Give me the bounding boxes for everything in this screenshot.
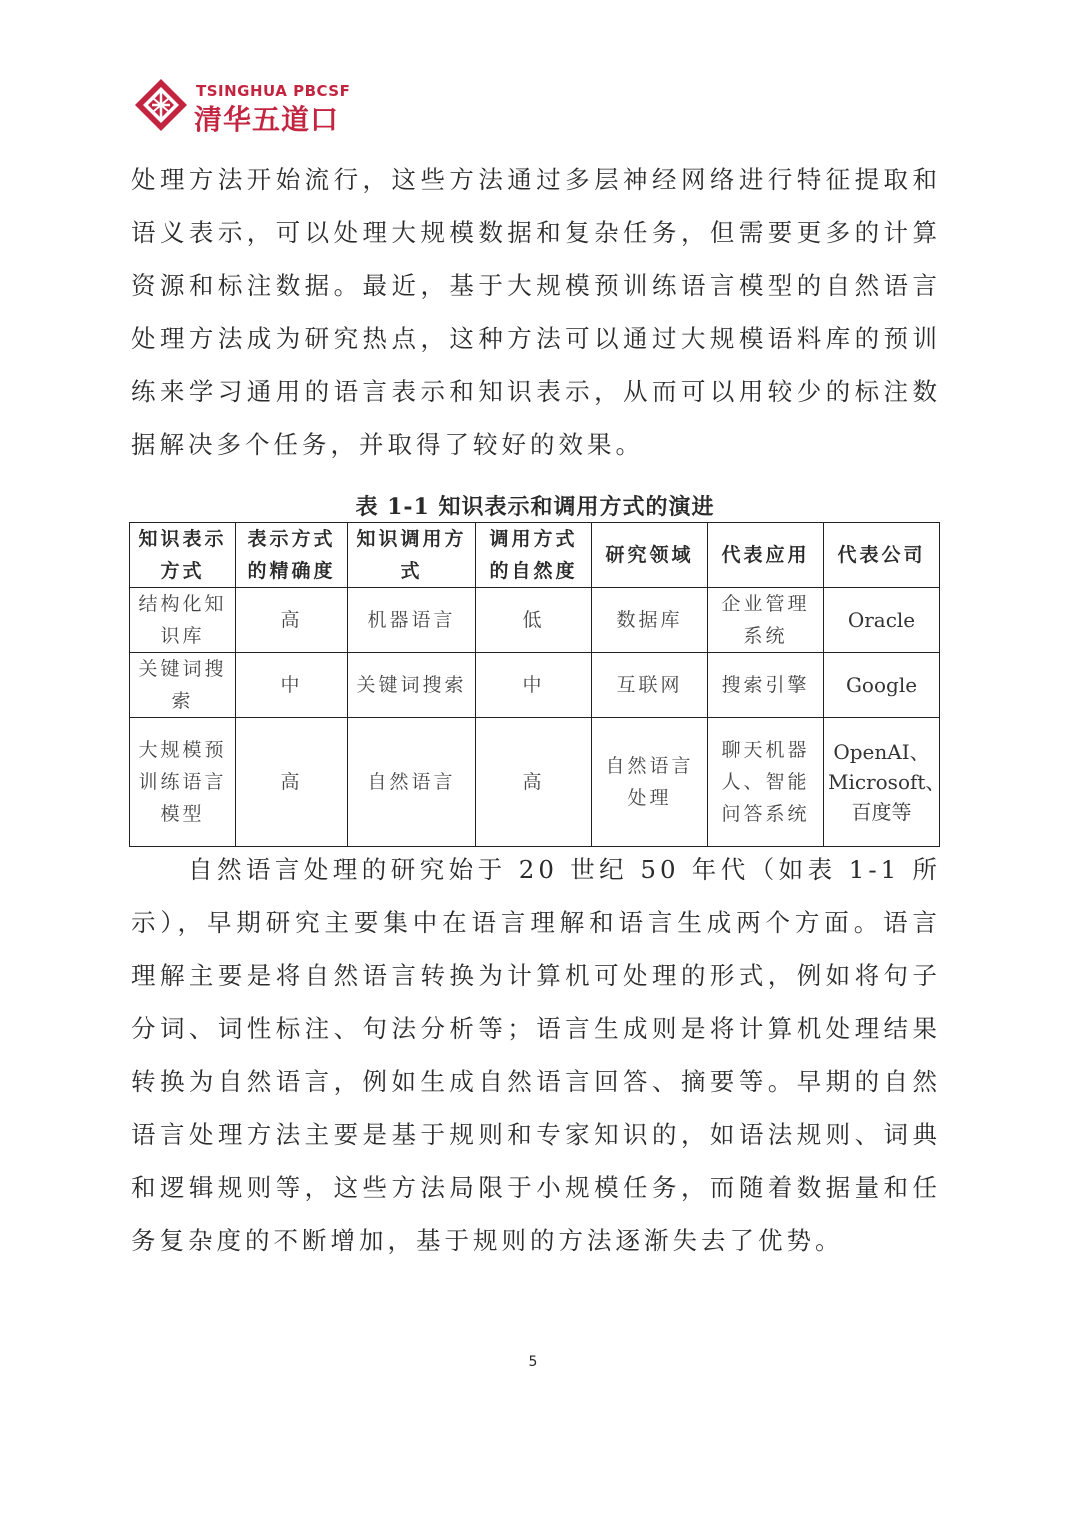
body-paragraph-2: 自然语言处理的研究始于 20 世纪 50 年代（如表 1-1 所示），早期研究主要集中在语言理解和语言生成两个方面。语言理解主要是将自然语言转换为计算机可处理的形式，例如将句子分词、词性标注、句法分析等；语言生成则是将计算机处理结果转换为自然语言，例如生成自然语言回答、摘要等。早期的自然语言处理方法主要是基于规则和专家知识的，如语法规则、词典和逻辑规则等，这些方法局限于小规模任务，而随着数据量和任务复杂度的不断增加，基于规则的方法逐渐失去了优势。 bbox=[131, 855, 941, 1255]
table-cell: 大规模预训练语言模型 bbox=[130, 718, 236, 847]
page-number: 5 bbox=[528, 1354, 538, 1370]
table-cell: 高 bbox=[236, 718, 348, 847]
header-cell: 知识表示方式 bbox=[130, 523, 236, 588]
table-cell: 机器语言 bbox=[348, 588, 476, 653]
header-cell: 知识调用方式 bbox=[348, 523, 476, 588]
table-caption: 表 1-1 知识表示和调用方式的演进 bbox=[355, 494, 715, 520]
header-logo bbox=[134, 78, 374, 134]
header-cell: 研究领域 bbox=[592, 523, 708, 588]
table-cell: 互联网 bbox=[592, 653, 708, 718]
header-cell: 代表公司 bbox=[824, 523, 940, 588]
table-cell: 聊天机器人、智能问答系统 bbox=[708, 718, 824, 847]
table-cell: 关键词搜索 bbox=[130, 653, 236, 718]
table-cell: 低 bbox=[476, 588, 592, 653]
table-row bbox=[130, 653, 940, 718]
header-cell: 表示方式的精确度 bbox=[236, 523, 348, 588]
tsinghua-pbcsf-logo-icon bbox=[134, 78, 188, 132]
header-cell: 代表应用 bbox=[708, 523, 824, 588]
body-paragraph-1: 处理方法开始流行，这些方法通过多层神经网络进行特征提取和语义表示，可以处理大规模数据和复杂任务，但需要更多的计算资源和标注数据。最近，基于大规模预训练语言模型的自然语言处理方法成为研究热点，这种方法可以通过大规模语料库的预训练来学习通用的语言表示和知识表示，从而可以用较少的标注数据解决多个任务，并取得了较好的效果。 bbox=[131, 165, 941, 459]
table-cell: 数据库 bbox=[592, 588, 708, 653]
table-cell: 自然语言处理 bbox=[592, 718, 708, 847]
logo-english-text: TSINGHUA PBCSF bbox=[196, 82, 351, 100]
table-cell: 高 bbox=[476, 718, 592, 847]
table-cell: Oracle bbox=[824, 588, 940, 653]
header-cell: 调用方式的自然度 bbox=[476, 523, 592, 588]
table-cell: 中 bbox=[236, 653, 348, 718]
table-row bbox=[130, 718, 940, 847]
table-cell: 高 bbox=[236, 588, 348, 653]
logo-chinese-text: 清华五道口 bbox=[194, 103, 340, 136]
table-cell: 关键词搜索 bbox=[348, 653, 476, 718]
table-cell: 中 bbox=[476, 653, 592, 718]
table-header-row bbox=[130, 523, 940, 588]
table-cell: 企业管理系统 bbox=[708, 588, 824, 653]
table-cell: Google bbox=[824, 653, 940, 718]
table-row bbox=[130, 588, 940, 653]
table-cell: OpenAI、Microsoft、百度等 bbox=[824, 718, 940, 847]
table-cell: 搜索引擎 bbox=[708, 653, 824, 718]
table-cell: 结构化知识库 bbox=[130, 588, 236, 653]
knowledge-evolution-table bbox=[129, 522, 946, 847]
table-cell: 自然语言 bbox=[348, 718, 476, 847]
